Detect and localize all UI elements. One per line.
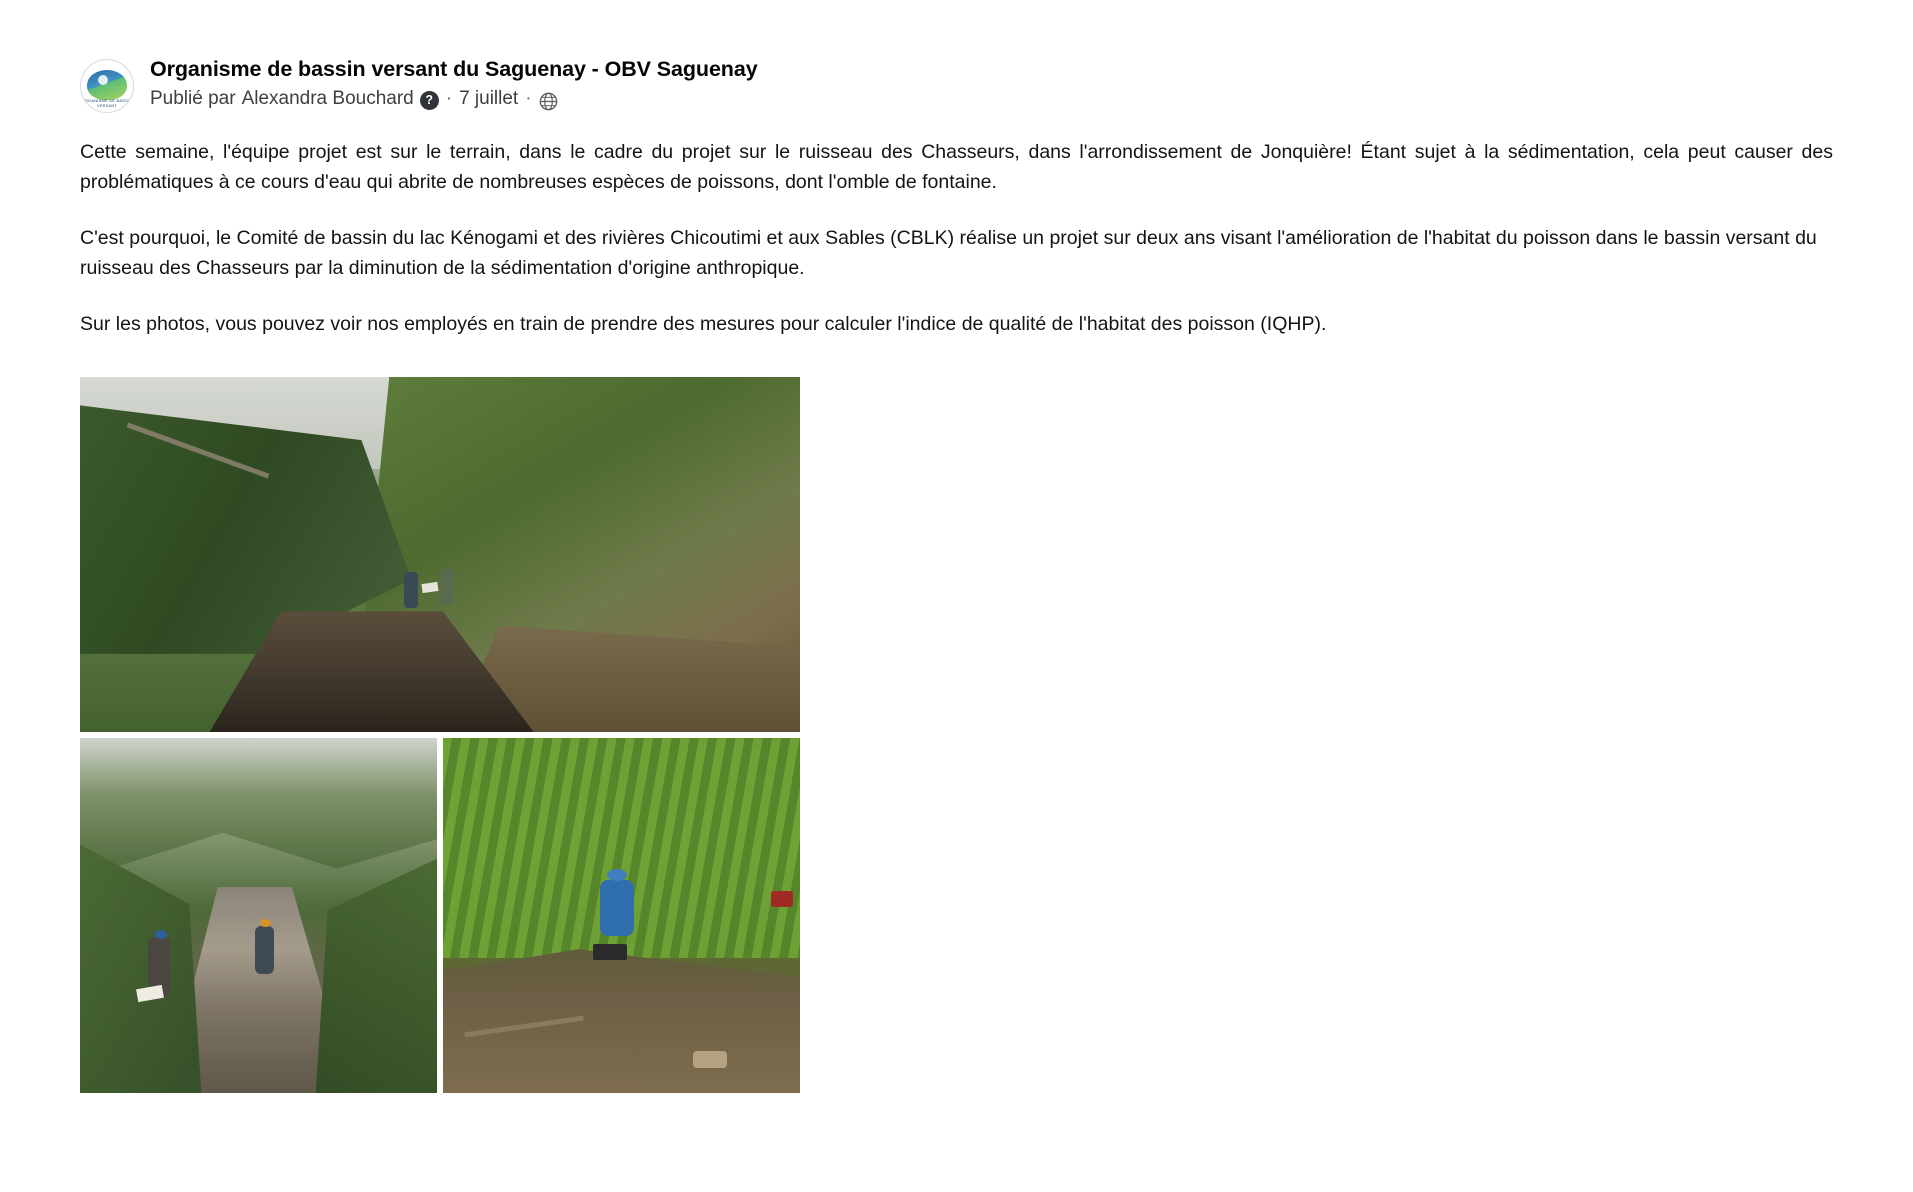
photo3-person: [600, 880, 634, 936]
avatar[interactable]: [80, 59, 134, 113]
logo-mark: [87, 70, 127, 100]
post-photo-1[interactable]: [80, 377, 800, 732]
post-header: [80, 55, 1833, 117]
photo3-tablet: [593, 944, 627, 960]
post-photo-3[interactable]: [443, 738, 800, 1093]
post-date[interactable]: 7 juillet: [459, 88, 519, 109]
globe-icon[interactable]: [539, 92, 558, 111]
photo2-vegetation-left: [80, 845, 201, 1094]
byline-separator-2: ·: [525, 88, 532, 109]
post-paragraph-2: C'est pourquoi, le Comité de bassin du lac Kénogami et des rivières Chicoutimi et aux Sables (CBLK) réalise un projet sur deux ans visant l'amélioration de l'habitat du poisson dans le bassin versant du ruisseau des Chasseurs par la diminution de la sédimentation d'origine anthropique.: [80, 227, 1817, 279]
page-name-link[interactable]: Organisme de bassin versant du Saguenay - OBV Saguenay: [150, 57, 758, 81]
header-text: [150, 55, 758, 111]
photo2-person-right: [255, 926, 274, 974]
byline-prefix: Publié par: [150, 88, 236, 109]
byline: [150, 87, 758, 111]
byline-separator-1: ·: [445, 88, 453, 109]
photo3-log: [693, 1051, 727, 1068]
photo1-person-left: [404, 572, 418, 608]
photo3-red-bag: [771, 891, 793, 907]
photo3-ground: [443, 937, 800, 1093]
post-photo-grid: [80, 377, 800, 1093]
question-badge-icon[interactable]: ?: [420, 91, 439, 110]
avatar-logo-text: ORGANISME DE BASSIN VERSANT: [81, 98, 133, 108]
author-link[interactable]: Alexandra Bouchard: [241, 88, 414, 109]
post-photo-2[interactable]: [80, 738, 437, 1093]
photo1-person-right: [440, 569, 454, 605]
post-text: [80, 137, 1833, 339]
logo-dot: [98, 75, 108, 85]
post-paragraph-3: Sur les photos, vous pouvez voir nos employés en train de prendre des mesures pour calculer l'indice de qualité de l'habitat des poisson (IQHP).: [80, 313, 1327, 335]
photo2-person-left-cap: [155, 930, 167, 939]
post-paragraph-1: Cette semaine, l'équipe projet est sur le terrain, dans le cadre du projet sur le ruisseau des Chasseurs, dans l'arrondissement de Jonquière! Étant sujet à la sédimentation, cela peut causer des problématiques à ce cours d'eau qui abrite de nombreuses espèces de poissons, dont l'omble de fontaine.: [80, 141, 1833, 193]
photo2-vegetation-right: [316, 859, 437, 1093]
